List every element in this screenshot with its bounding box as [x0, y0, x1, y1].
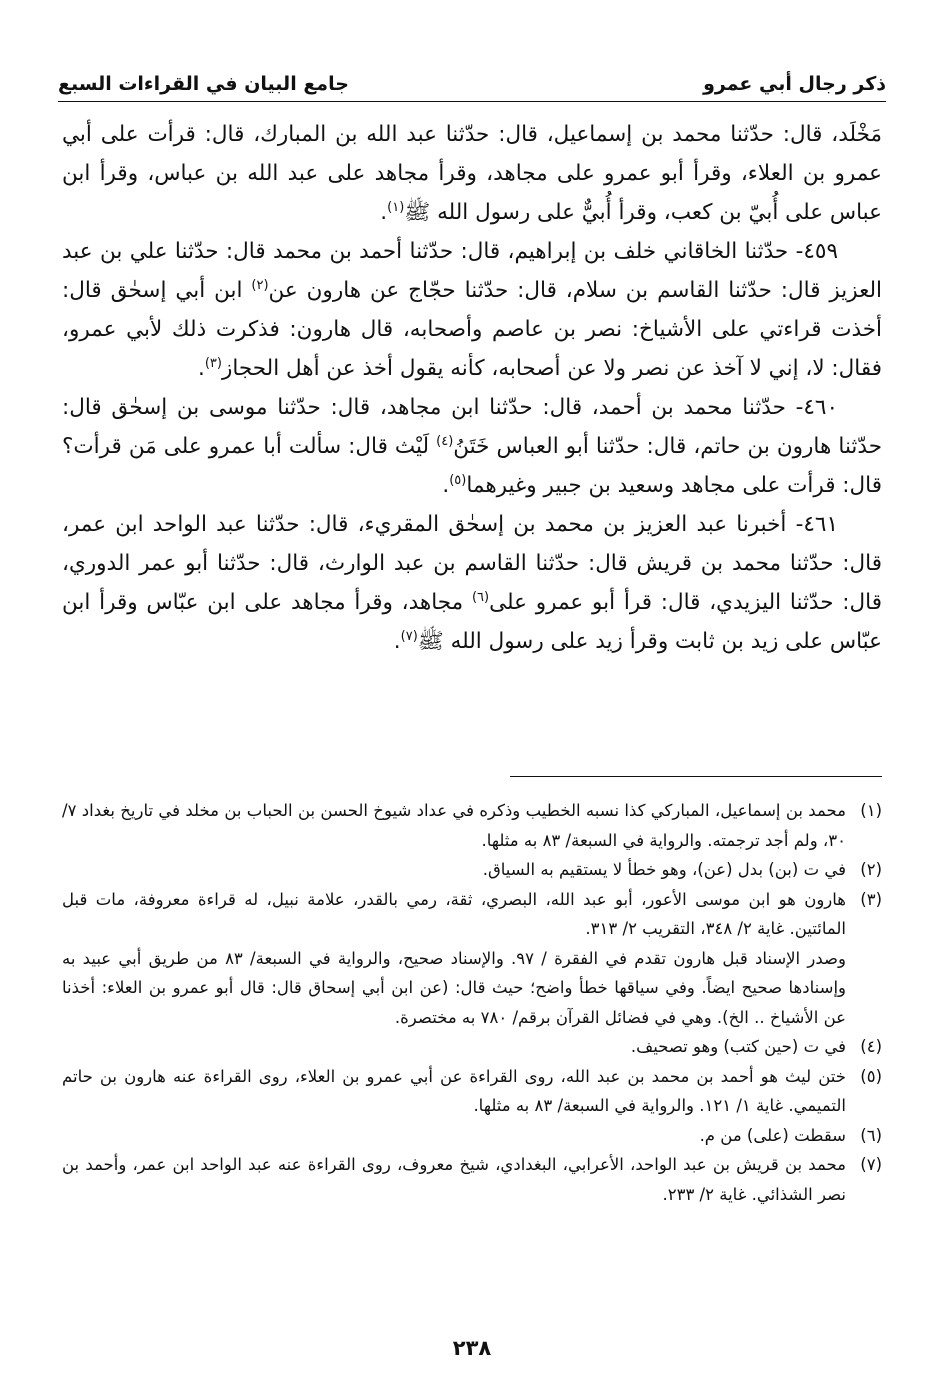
footnote-ref: (٣) [204, 355, 222, 371]
footnote-number: (١) [860, 801, 882, 820]
period: . [380, 200, 388, 225]
footnote-7 [62, 1150, 882, 1209]
paragraph-text: مَخْلَد، قال: حدّثنا محمد بن إسماعيل، قال: حدّثنا عبد الله بن المبارك، قال: قرأت على أبي عمرو بن العلاء، وقرأ أبو عمرو على مجاهد، وقرأ مجاهد على عبد الله بن عباس، وقرأ ابن عباس على أُبيّ بن كعب، وقرأ أُبيٌّ على رسول الله ﷺ [62, 122, 882, 225]
footnotes [62, 796, 882, 1209]
footnote-5 [62, 1062, 882, 1121]
paragraph-text: ٤٦١- أخبرنا عبد العزيز بن محمد بن إسحٰق المقريء، قال: حدّثنا عبد الواحد ابن عمر، قال: حدّثنا محمد بن قريش قال: حدّثنا القاسم بن عبد الوارث، قال: حدّثنا أبو عمر الدوري، قال: حدّثنا اليزيدي، قال: قرأ أبو عمرو على [62, 512, 882, 615]
footnote-number: (٣) [860, 889, 882, 909]
footnote-number: (٢) [860, 860, 882, 879]
footnote-4 [62, 1032, 882, 1062]
footnote-6 [62, 1121, 882, 1151]
paragraph-text: لَيْث قال: سألت أبا عمرو على مَن قرأت؟ قال: قرأت على مجاهد وسعيد بن جبير وغيرهما [62, 434, 882, 498]
paragraph-continued [62, 115, 882, 232]
period: . [442, 473, 450, 498]
footnote-text: في ت (بن) بدل (عن)، وهو خطأ لا يستقيم به السياق. [482, 860, 846, 879]
footnote-text: محمد بن قريش بن عبد الواحد، الأعرابي، البغدادي، شيخ معروف، روى القراءة عنه عبد الواحد ابن عمر، وأحمد بن نصر الشذائي. غاية ٢/ ٢٣٣. [62, 1155, 846, 1204]
footnote-ref: (٤) [436, 433, 454, 449]
paragraph-461 [62, 505, 882, 661]
footnote-ref: (١) [387, 199, 405, 215]
footnote-ref: (٥) [449, 472, 467, 488]
paragraph-459 [62, 232, 882, 388]
footnote-text: محمد بن إسماعيل، المباركي كذا نسبه الخطيب وذكره في عداد شيوخ الحسن بن الحباب بن مخلد في تاريخ بغداد ٧/ ٣٠، ولم أجد ترجمته. والرواية في السبعة/ ٨٣ به مثلها. [62, 801, 846, 850]
footnote-number: (٧) [860, 1155, 882, 1174]
footnote-number: (٤) [860, 1037, 882, 1056]
footnote-number: (٦) [860, 1125, 882, 1145]
footnote-3-continued: وصدر الإسناد قبل هارون تقدم في الفقرة / ٩٧. والإسناد صحيح، والرواية في السبعة/ ٨٣ من طريق أبي عبيد به وإسنادها صحيح ايضاً. وفي سياقها خطأ واضح؛ حيث قال: (عن ابن أبي إسحاق قال: قال أبو عمرو بن العلاء: أخذنا عن الأشياخ .. الخ). وهي في فضائل القرآن برقم/ ٧٨٠ به مختصرة. [62, 948, 846, 1027]
paragraph-460 [62, 388, 882, 505]
header-book-title: جامع البيان في القراءات السبع [58, 73, 349, 95]
period: . [197, 356, 205, 381]
paragraph-text: ابن أبي إسحٰق قال: أخذت قراءتي على الأشياخ: نصر بن عاصم وأصحابه، قال هارون: فذكرت ذلك لأبي عمرو، فقال: لا، إني لا آخذ عن نصر ولا عن أصحابه، كأنه يقول أخذ عن أهل الحجاز [62, 278, 882, 381]
paragraph-text: ٤٦٠- حدّثنا محمد بن أحمد، قال: حدّثنا ابن مجاهد، قال: حدّثنا موسى بن إسحٰق قال: حدّثنا هارون بن حاتم، قال: حدّثنا أبو العباس خَتَنُ [62, 395, 882, 459]
footnote-text: ختن ليث هو أحمد بن محمد بن عبد الله، روى القراءة عن أبي عمرو بن العلاء، روى القراءة عنه هارون بن حاتم التميمي. غاية ١/ ١٢١. والرواية في السبعة/ ٨٣ به مثلها. [62, 1066, 846, 1115]
footnote-ref: (٧) [400, 628, 418, 644]
footnote-separator [510, 776, 882, 777]
footnote-ref: (٦) [471, 589, 490, 605]
footnote-text: هارون هو ابن موسى الأعور، أبو عبد الله، البصري، ثقة، رمي بالقدر، علامة نبيل، له قراءة معروفة، مات قبل المائتين. غاية ٢/ ٣٤٨، التقريب ٢/ ٣١٣. [62, 889, 846, 938]
footnote-1 [62, 796, 882, 855]
footnote-2 [62, 855, 882, 885]
footnote-text: سقطت (على) من م. [699, 1125, 846, 1145]
footnote-3 [62, 885, 882, 944]
footnote-text: في ت (حين كتب) وهو تصحيف. [630, 1037, 846, 1056]
paragraph-text: ٤٥٩- حدّثنا الخاقاني خلف بن إبراهيم، قال: حدّثنا أحمد بن محمد قال: حدّثنا علي بن عبد العزيز قال: حدّثنا القاسم بن سلام، قال: حدّثنا حجّاج عن هارون عن [62, 239, 883, 303]
page-number: ٢٣٨ [452, 1336, 492, 1360]
footnote-ref: (٢) [251, 277, 269, 293]
main-text [62, 115, 882, 661]
header-chapter-title: ذكر رجال أبي عمرو [703, 73, 886, 95]
paragraph-text: مجاهد، وقرأ مجاهد على ابن عبّاس وقرأ ابن عبّاس على زيد بن ثابت وقرأ زيد على رسول الله ﷺ [62, 590, 882, 654]
running-header [58, 62, 886, 102]
footnote-number: (٥) [860, 1066, 882, 1086]
period: . [393, 629, 401, 654]
